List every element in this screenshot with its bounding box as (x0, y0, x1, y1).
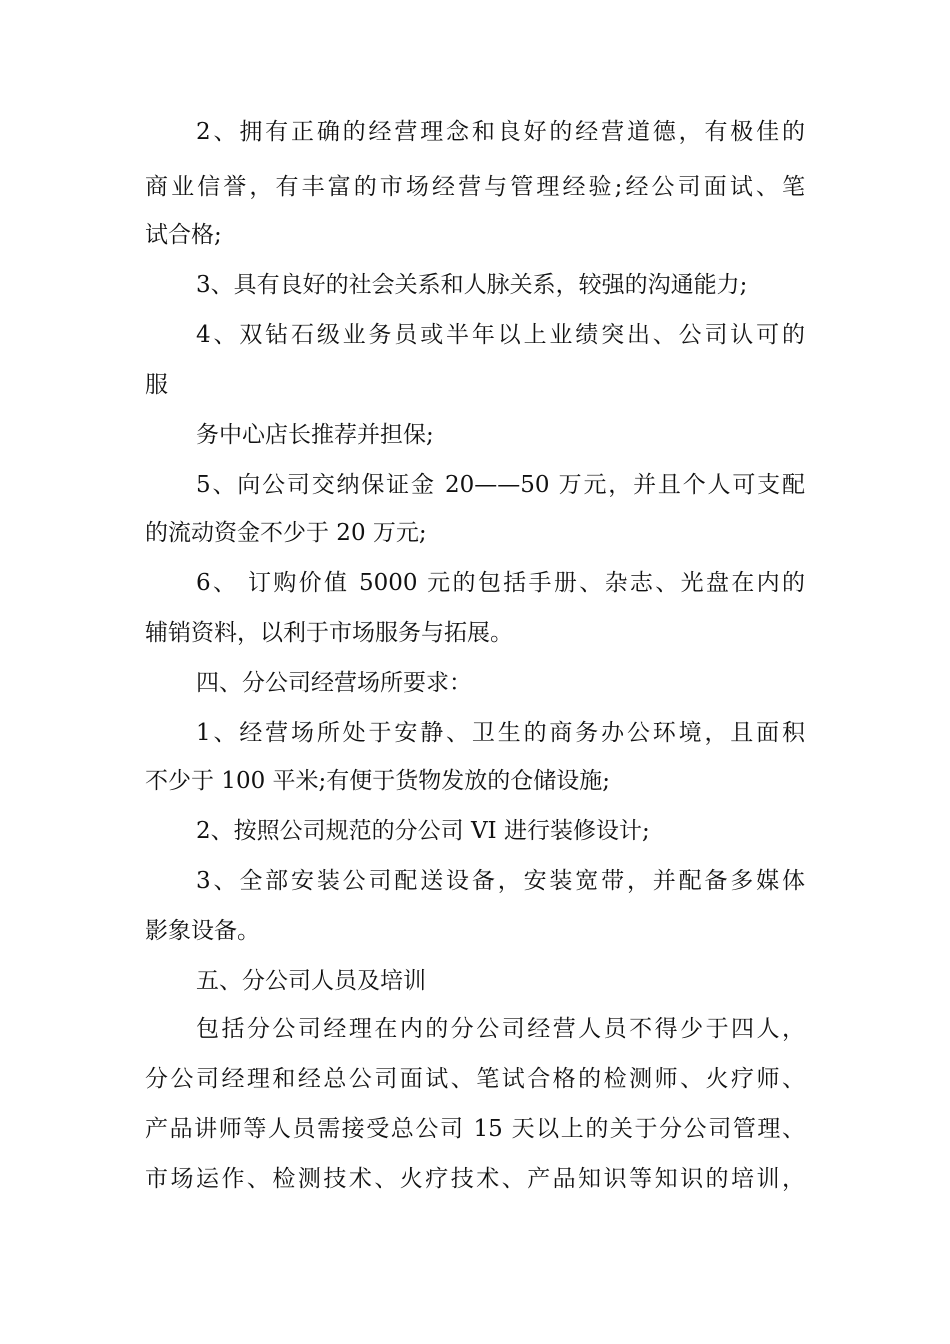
text-line-10: 6、 订购价值 5000 元的包括手册、杂志、光盘在内的 (196, 570, 805, 596)
text-line-11: 辅销资料，以利于市场服务与拓展。 (145, 620, 513, 646)
text-line-6: 服 (145, 372, 168, 398)
text-line-5: 4、双钻石级业务员或半年以上业绩突出、公司认可的 (196, 322, 805, 348)
text-line-7: 务中心店长推荐并担保; (196, 422, 434, 448)
text-line-3: 试合格; (145, 222, 222, 248)
text-line-14: 不少于 100 平米;有便于货物发放的仓储设施; (145, 768, 611, 794)
text-line-22: 市场运作、检测技术、火疗技术、产品知识等知识的培训， (145, 1166, 805, 1192)
text-line-21: 产品讲师等人员需接受总公司 15 天以上的关于分公司管理、 (145, 1116, 805, 1142)
text-line-8: 5、向公司交纳保证金 20——50 万元，并且个人可支配 (196, 472, 805, 498)
text-line-17: 影象设备。 (145, 918, 260, 944)
text-line-1: 2、拥有正确的经营理念和良好的经营道德，有极佳的 (196, 119, 805, 145)
text-line-13: 1、经营场所处于安静、卫生的商务办公环境，且面积 (196, 720, 805, 746)
text-line-15: 2、按照公司规范的分公司 VI 进行装修设计; (196, 818, 650, 844)
text-line-4: 3、具有良好的社会关系和人脉关系，较强的沟通能力; (196, 272, 748, 298)
text-line-18: 五、分公司人员及培训 (196, 968, 426, 994)
text-line-20: 分公司经理和经总公司面试、笔试合格的检测师、火疗师、 (145, 1066, 805, 1092)
text-line-19: 包括分公司经理在内的分公司经营人员不得少于四人， (196, 1016, 805, 1042)
text-line-16: 3、全部安装公司配送设备，安装宽带，并配备多媒体 (196, 868, 805, 894)
text-line-12: 四、分公司经营场所要求： (196, 670, 472, 696)
text-line-9: 的流动资金不少于 20 万元; (145, 520, 427, 546)
text-line-2: 商业信誉，有丰富的市场经营与管理经验;经公司面试、笔 (145, 174, 805, 200)
